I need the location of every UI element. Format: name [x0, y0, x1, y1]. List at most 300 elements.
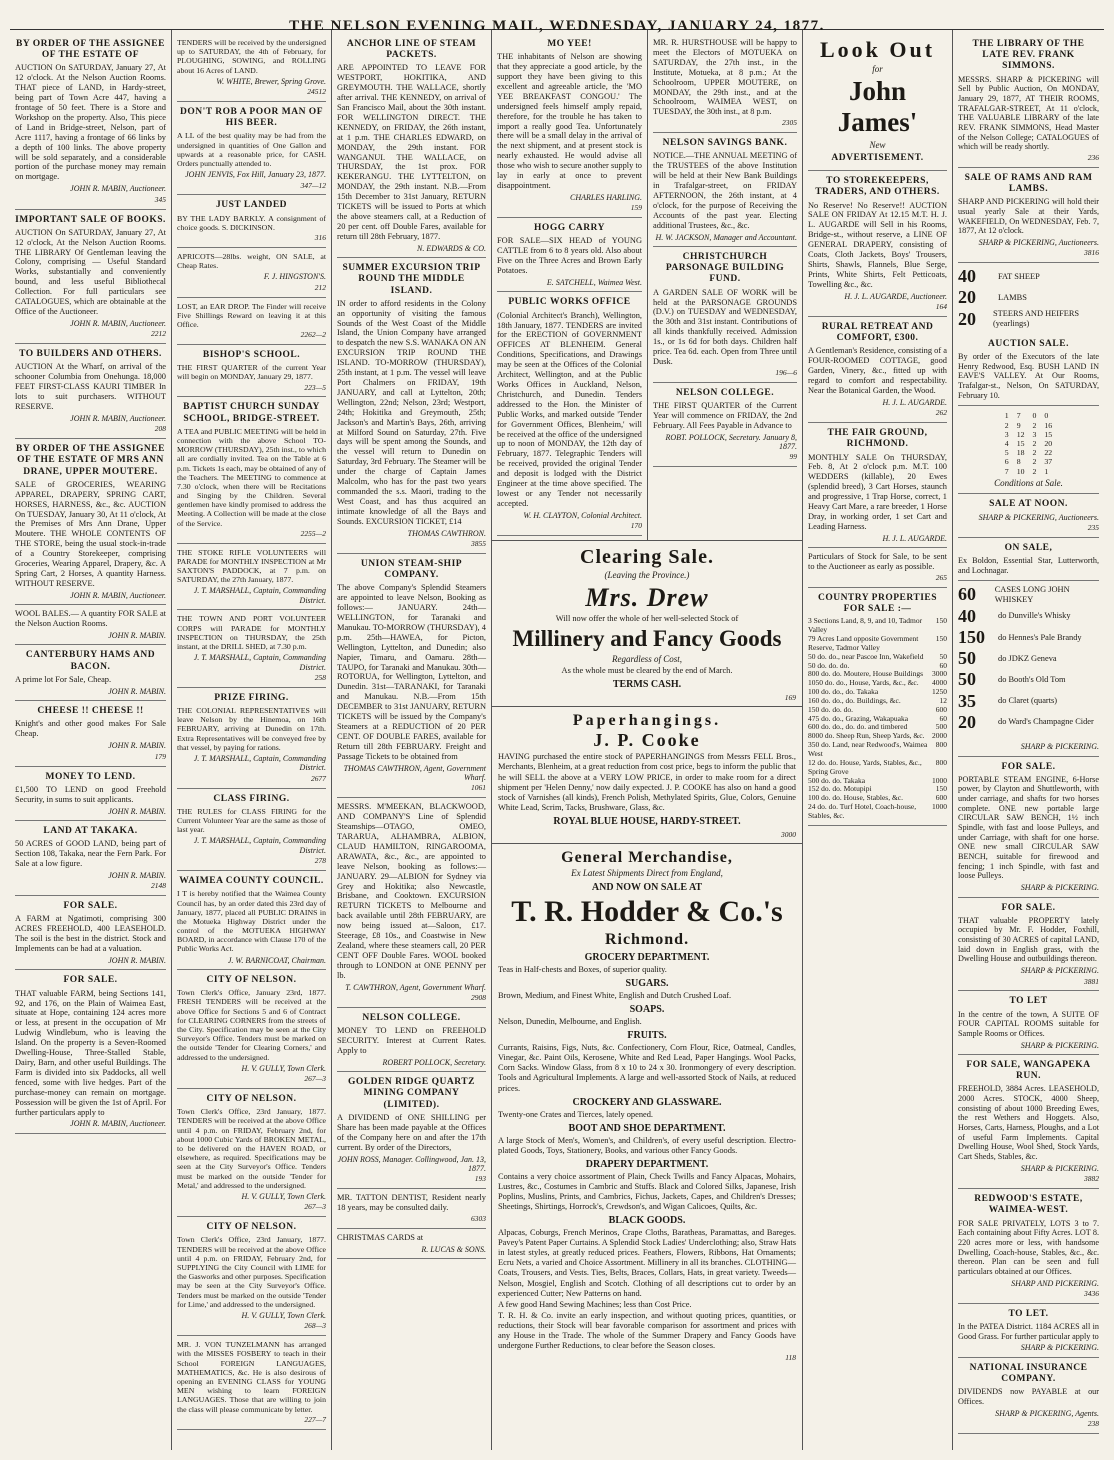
lots-cell: 1 [1044, 466, 1049, 476]
ad-body: MR. J. VON TUNZELMANN has arranged with the MISSES FOSBERY to teach in their School FOREIGN LANGUAGES, MATHEMATICS, &c. He is also desirous of opening an EVENING CLASS for YOUNG MEN wishing to learn FOREIGN LANGUAGES. Those that are willing to join the class will please communicate by letter. [177, 1340, 326, 1414]
advert [958, 898, 1099, 992]
property-price: 50 [939, 651, 947, 661]
ad-heading: NATIONAL INSURANCE COMPANY. [969, 1362, 1088, 1384]
property-price: 800 [935, 757, 947, 767]
advert [337, 798, 486, 1008]
property-desc: 160 do. do., do. Buildings, &c. [808, 695, 901, 705]
ad-heading: THE LIBRARY OF THE LATE REV. FRANK SIMMONS. [972, 39, 1085, 72]
ad-body: FREEHOLD, 3884 Acres. LEASEHOLD, 2000 Acres. STOCK, 4000 Sheep, consisting of about 1000 Breeding Ewes, the rest Wethers and Hoggets. Also, Horses, Carts, Harness, Ploughs, and a Lot of useful Farm Implements. Capital Dwelling House, Wool Shed, Stock Yards, Cart Sheds, Stables, &c. [958, 1084, 1099, 1162]
property-desc: 24 do. do. Turf Hotel, Coach-house, Stables, &c. [808, 802, 917, 820]
ad-signature: JOHN R. MABIN. [108, 806, 166, 816]
clearing-terms: TERMS CASH. [612, 678, 682, 690]
ad-body: SHARP AND PICKERING will hold their usual yearly Sale at their Yards, WAKEFIELD, On WEDNESDAY, Feb. 7, 1877, At 12 o'clock. [958, 197, 1099, 236]
ad-signature: JOHN R. MABIN. [108, 870, 166, 880]
ad-signature: H. J. L. AUGARDE, Auctioneer. [844, 291, 947, 301]
general-section-text: Alpacas, Coburgs, French Merinos, Crape Cloths, Baratheas, Paramattas, and Bareges. Pavey's Patent Paper Curtains. A Splendid Stock Ladies' Underclothing; also, Straw Hats in latest styles, at greatly reduced prices. Feathers, Flowers, Ribbons, Hat Ornaments; Ecru Nets, a varied and Choice Assortment. Millinery in all its branches. CLOTHING—Coats, Trousers, and Vests. Ties, Belts, Braces, Collars, Hats, in great variety. Tweeds—Nelson, Mosgiel, English and Scotch. Clothing of all descriptions cut to order by an experienced Cutter; New Patterns on hand. [498, 1228, 796, 1298]
property-desc: 3 Sections Land, 8, 9, and 10, Tadmor Valley [808, 616, 923, 635]
advert [958, 1304, 1099, 1358]
advert [958, 34, 1099, 168]
ad-body: THE inhabitants of Nelson are showing that they appreciate a good article, by the support they have been giving to this excellent and agreeable article, the 'MO YEE BREAKFAST CONGOU.' The undersigned feels himself amply repaid, therefore, for the trouble he has taken to import a really good Tea. Unfortunately there will be a small delay in the arrival of the next shipment, and at present stock is nearly exhausted. He would advise all those who wish to secure another supply to lay in early at once to prevent disappointment. [497, 52, 642, 190]
advert [337, 554, 486, 798]
ad-number: 3882 [1084, 1174, 1099, 1184]
ad-number: 1061 [471, 783, 486, 793]
ad-heading: THE FAIR GROUND, RICHMOND. [827, 428, 928, 450]
advert [15, 605, 166, 645]
quantity-number: 150 [958, 626, 985, 647]
quantity-item: do JDKZ Geneva [998, 653, 1057, 663]
ad-number: 316 [314, 233, 326, 243]
advert [15, 439, 166, 605]
lots-cell: 12 [1016, 429, 1025, 439]
ad-number: 2677 [311, 773, 326, 783]
lots-table [1001, 411, 1056, 475]
ad-body: By order of the Executors of the late Henry Redwood, Esq. BUSH LAND IN EAVE'S VALLEY. At Our Rooms, Trafalgar-st., Nelson, On SATURDAY, February 10. [958, 352, 1099, 400]
advert [958, 757, 1099, 898]
advert [177, 397, 326, 543]
ad-heading: PRIZE FIRING. [214, 692, 289, 703]
advert [958, 737, 1099, 756]
property-price: 60 [939, 713, 947, 723]
advert [958, 494, 1099, 537]
advert [177, 195, 326, 247]
ad-body: MR. R. HURSTHOUSE will be happy to meet the Electors of MOTUEKA on SATURDAY, the 27th inst., in the Institute, Motueka, at 8 p.m.; At the Schoolroom, UPPER MOUTERE, on MONDAY, the 29th inst., and at the Schoolroom, WAIMEA WEST, on TUESDAY, the 30th inst., at 8 p.m. [653, 38, 797, 117]
advert [958, 1358, 1099, 1434]
ad-heading: SUMMER EXCURSION TRIP ROUND THE MIDDLE ISLAND. [342, 263, 481, 296]
property-price: 600 [935, 704, 947, 714]
ad-heading: TO LET. [1008, 1308, 1049, 1319]
ad-number: 268—3 [304, 1321, 326, 1331]
ad-heading: MONEY TO LEND. [45, 771, 136, 782]
clearing-sub: (Leaving the Province.) [604, 570, 690, 581]
ad-body: THAT valuable FARM, being Sections 141, 92, and 176, on the Plain of Waimea East, situate at Hope, containing 124 acres more or less, at present in the occupation of Mr Ludwig Windlebum, who is leaving the Island. On the property is a Seven-Roomed Dwelling-House, Three-Stalled Stable, Dairy, Barn, and other useful Buildings. The Farm is divided into six Paddocks, all well fenced, some with live hedges. Part of the purchase-money can remain on mortgage. Possession will be given the 1st of April. For further particulars apply to [15, 988, 166, 1117]
general-section-text: Currants, Raisins, Figs, Nuts, &c. Confectionery, Corn Flour, Rice, Oatmeal, Candles, Vinegar, &c. Paint Oils, Kerosene, White and Red Lead, Paper Hangings. Wool Packs, Corn Sacks. Window Glass, from 8 x 10 to 24 x 30. Ironmongery of every description. Tools and Agricultural Implements. A large and well-assorted Stock of Nails, at reduced prices. [498, 1043, 796, 1093]
advert [177, 34, 326, 102]
lots-cell: 7 [1016, 411, 1021, 421]
ad-signature: JOHN R. MABIN. [108, 741, 166, 751]
lots-row [1001, 411, 1056, 420]
general-section-text: Teas in Half-chests and Boxes, of superior quality. [498, 965, 667, 974]
column-3 [332, 30, 492, 1450]
ad-number: 170 [630, 521, 642, 531]
ad-heading: CITY OF NELSON. [206, 1222, 297, 1233]
clearing-sale-ad [492, 541, 802, 707]
ad-signature: SHARP & PICKERING, Auctioneers. [978, 512, 1099, 522]
ad-heading: BISHOP'S SCHOOL. [202, 349, 301, 360]
ad-heading: IMPORTANT SALE OF BOOKS. [15, 214, 166, 225]
general-section-text: Nelson, Dunedin, Melbourne, and English. [498, 1017, 642, 1027]
ad-heading: WAIMEA COUNTY COUNCIL. [179, 876, 324, 887]
ad-body: A TEA and PUBLIC MEETING will be held in connection with the above School TO-MORROW (THURSDAY), 25th inst., to which all are cordially invited. Tea on the Table at 6 p.m. Tickets 1s each, may be obtained of any of the Teachers. The MEETING to commence at 7.30 o'clock, when there will be Recitations and Singing by the Children. Several gentlemen have kindly promised to address the Meeting. A Collection will be made at the close of the Service. [177, 426, 326, 528]
advert [958, 1189, 1099, 1304]
ad-body: FOR SALE PRIVATELY, LOTS 3 to 7. Each containing about Fifty Acres. LOT 8. 220 acres more or less, with handsome Dwelling, Coach-house, Stables, &c., &c. thereon. Plan can be seen and full particulars obtained at our Offices. [958, 1218, 1099, 1276]
lots-cell: 4 [1004, 439, 1009, 449]
ad-signature: J. T. MARSHALL, Captain, Commanding District. [193, 586, 326, 605]
advert [653, 247, 797, 383]
ad-heading: PUBLIC WORKS OFFICE [508, 297, 631, 308]
ad-signature: ROBT. POLLOCK, Secretary. January 8, 1877. [665, 432, 797, 452]
column-2 [172, 30, 332, 1450]
property-price: 1000 [932, 802, 947, 812]
quantity-number: 35 [958, 690, 976, 711]
ad-body: MR. TATTON DENTIST, Resident nearly 18 years, may be consulted daily. [337, 1193, 486, 1213]
clearing-goods: Millinery and Fancy Goods [512, 626, 782, 652]
ad-number: 2212 [151, 329, 166, 339]
ad-heading: FOR SALE. [1001, 902, 1056, 913]
ad-signature: H. V. GULLY, Town Clerk. [241, 1063, 326, 1073]
property-desc: 152 do. do. Motupipi [808, 784, 872, 794]
general-section-text: T. R. H. & Co. invite an early inspection, and without quoting prices, quantities, or reductions, their Stock will bear favorable comparison for assortment and prices with any House in the Trade. The whole of the Summer Drapery and Fancy Goods have undergone Further Reductions, to clear before the Season closes. [498, 1310, 796, 1351]
ad-signature: H. J. L. AUGARDE. [882, 533, 947, 543]
general-num: 118 [785, 1353, 796, 1363]
ad-body: PORTABLE STEAM ENGINE, 6-Horse power, by Clayton and Shuttleworth, with under carriage, and shafts for two horses complete. ONE new portable large CIRCULAR SAW BENCH, 1½ inch Spindle, with fast and loose Pulleys, and under Carriage, with shaft for one horse. ONE new small CIRCULAR SAW BENCH, suitable for firewood and fencing; 1 inch Spindle, with fast and loose Pulleys. [958, 774, 1099, 881]
advert [15, 970, 166, 1133]
advert [653, 34, 797, 133]
ad-body: THE COLONIAL REPRESENTATIVES will leave Nelson by the Hinemoa, on 16th FEBRUARY, arriving at Dunedin on 17th. Extra Representatives will be conveyed free by that vessel, by paying for rations. [177, 705, 326, 752]
ad-number: 212 [314, 282, 326, 292]
advert [653, 383, 797, 468]
ad-signature: H. W. JACKSON, Manager and Accountant. [655, 232, 797, 242]
property-price: 150 [935, 784, 947, 794]
advert [497, 34, 642, 218]
lots-cell: 1 [1004, 411, 1009, 421]
ad-body: MONTHLY SALE On THURSDAY, Feb. 8, At 2 o'clock p.m. M.T. 100 WEDDERS (killable), 20 Ewes (splendid breed), 3 Cart Horses, staunch and progressive, 1 Trap Horse, correct, 1 Heavy Cart Mare, a rare breeder, 1 Horse Dray, in working order, 1 set Cart and Leading Harness. [808, 452, 947, 531]
ad-number: 235 [1087, 523, 1099, 533]
ad-signature: R. LUCAS & SONS. [421, 1244, 486, 1254]
quantity-row [958, 266, 1099, 287]
ad-signature: T. CAWTHRON, Agent, Government Wharf. [345, 982, 486, 992]
ad-number: 227—7 [304, 1414, 326, 1424]
ad-body: A LL of the best quality may be had from the undersigned in quantities of One Gallon and upwards at a reasonable price, for CASH. Orders punctually attended to. [177, 131, 326, 168]
property-row [808, 635, 947, 653]
general-section-text: Twenty-one Crates and Tierces, lately opened. [498, 1109, 654, 1119]
ad-signature: SHARP & PICKERING, Auctioneers. [978, 237, 1099, 247]
property-price: 1250 [932, 687, 947, 697]
lots-cell: 10 [1016, 466, 1025, 476]
advert [337, 1189, 486, 1229]
lots-cell: 0 [1032, 411, 1037, 421]
ad-body: No Reserve! No Reserve!! AUCTION SALE ON FRIDAY At 12.15 M.T. H. J. L. AUGARDE will Sell in his Rooms, Bridge-st., without reserve, a LINE OF GENERAL DRAPERY, consisting of Coats, Cloth Jackets, Boys' Trousers, Shirts, Shawls, Flannels, Blue Serge, Prints, White Shirts, Felt Petticoats, Towelling &c., &c. [808, 200, 947, 289]
ad-body: NOTICE.—THE ANNUAL MEETING of the TRUSTEES of the above Institution will be held at their New Bank Buildings in Trafalgar-street, on FRIDAY AFTERNOON, the 26th instant, at 4 o'clock, for the purpose of Receiving the Accounts of the past year. Electing additional Trustees, &c., &c. [653, 151, 797, 230]
lots-row [1001, 421, 1056, 430]
property-price: 4000 [932, 678, 947, 688]
general-now: AND NOW ON SALE AT [591, 881, 703, 893]
ad-heading: FOR SALE. [1001, 761, 1056, 772]
property-desc: 800 do. do. Moutere, House Buildings [808, 669, 923, 679]
advert [337, 258, 486, 554]
ad-signature: JOHN R. MABIN, Auctioneer. [70, 318, 166, 328]
general-sections [498, 952, 796, 1351]
quantity-row [958, 648, 1099, 669]
ad-body: TENDERS will be received by the undersigned up to SATURDAY, the 4th of February, for PLOUGHING, SOWING, and ROLLING about 16 Acres of LAND. [177, 38, 326, 75]
lots-cell: 8 [1016, 457, 1021, 467]
ad-signature: W. WHITE, Brewer, Spring Grove. [216, 76, 326, 86]
property-row [808, 741, 947, 759]
quantity-row [958, 309, 1099, 330]
ad-signature: J. T. MARSHALL, Captain, Commanding District. [193, 653, 326, 672]
ad-body: I T is hereby notified that the Waimea County Council has, by an order dated this 23rd day of January, 1877, placed all PUBLIC DRAINS in the Motueka Highway District under the control of the MOTUEKA HIGHWAY BOARD, in accordance with Clause 170 of the Public Works Act. [177, 889, 326, 954]
ad-number: 267—3 [304, 1074, 326, 1084]
advert [337, 1008, 486, 1072]
ad-heading: GOLDEN RIDGE QUARTZ MINING COMPANY (LIMITED). [348, 1077, 475, 1110]
ad-body: A DIVIDEND of ONE SHILLING per Share has been made payable at the Offices of the Company here on and after the 17th current. By order of the Directors, [337, 1112, 486, 1152]
ad-body: AUCTION On SATURDAY, January 27, At 12 o'clock. At the Nelson Auction Rooms. THAT piece of LAND, in Hardy-street, being part of Town Acre 447, having a frontage of 50 feet. There is a Store and Workshop on the property. Also, This piece of Land in Bridge-street, Nelson, part of Acre 1117, having a frontage of 66 links by a depth of 100 links. The above property will be sold separately, and a considerable portion of the purchase money may remain on mortgage. [15, 63, 166, 182]
ad-body: A FARM at Ngatimoti, comprising 300 ACRES FREEHOLD, 400 LEASEHOLD. The soil is the best in the district. Stock and Implements can be had at a valuation. [15, 914, 166, 954]
ad-number: 347—12 [300, 180, 326, 190]
advert [653, 133, 797, 247]
ad-signature: H. V. GULLY, Town Clerk. [241, 1310, 326, 1320]
lots-cell: 15 [1044, 429, 1053, 439]
wide-column [492, 30, 803, 1450]
lots-cell: 2 [1032, 457, 1037, 467]
lots-cell: 3 [1032, 429, 1037, 439]
ad-heading: BY ORDER OF THE ASSIGNEE OF THE ESTATE OF [16, 39, 165, 61]
property-price: 60 [939, 660, 947, 670]
ad-signature: JOHN R. MABIN. [108, 686, 166, 696]
quantity-row [958, 584, 1099, 605]
advert [15, 701, 166, 766]
clearing-line: Will now offer the whole of her well-selected Stock of [555, 614, 739, 624]
advert [15, 645, 166, 701]
property-price: 600 [935, 793, 947, 803]
ad-number: 3855 [471, 539, 486, 549]
ad-signature: SHARP & PICKERING. [1020, 883, 1099, 893]
general-name: T. R. Hodder & Co.'s [511, 894, 783, 928]
advert [177, 102, 326, 195]
lots-cell: 2 [1032, 420, 1037, 430]
ad-signature: H. J. L. AUGARDE. [882, 397, 947, 407]
ad-heading: CITY OF NELSON. [206, 1094, 297, 1105]
ad-number: 258 [314, 672, 326, 682]
lots-cell: 5 [1004, 448, 1009, 458]
quantity-row [958, 691, 1099, 712]
advert [808, 317, 947, 423]
advert [337, 1229, 486, 1259]
ad-body: ARE APPOINTED TO LEAVE FOR WESTPORT, HOKITIKA, AND GREYMOUTH. THE WALLACE, shortly after arrival. THE KENNEDY, on arrival of San Francisco Mail, about the 30th instant. FOR WELLINGTON DIRECT. THE KENNEDY, on FRIDAY, the 26th instant, at 1 p.m. THE CHARLES EDWARD, on MONDAY, the 29th instant. FOR WANGANUI. THE WALLACE, on THURSDAY, the 1st prox. FOR KEKERANGU. THE LYTTELTON, on MONDAY, the 29th instant. N.B.—From 15th December to 31st January, RETURN TICKETS will be issued to Ports at which the above steamers call, at a Reduction of 20 per cent. off Double Fares, available for return till 28th February, 1877. [337, 63, 486, 241]
property-desc: 1050 do. do., House, Yards, &c., &c. [808, 678, 919, 688]
ad-body: Town Clerk's Office, 23rd January, 1877. TENDERS will be received at the above Office until 4 p.m. on FRIDAY, February 2nd, for SUPPLYING the City Council with LIME for the Gasworks and other purposes. Specification may be seen at the City Surveyor's Office. Tenders must be marked on the outside 'Tender for Lime,' and addressed to the undersigned. [177, 1235, 326, 1309]
property-row [808, 759, 947, 777]
ad-number: 265 [935, 573, 947, 583]
property-desc: 475 do. do., Grazing, Wakapuaka [808, 713, 909, 723]
ad-heading: TO STOREKEEPERS, TRADERS, AND OTHERS. [815, 176, 940, 198]
ad-number: 223—5 [304, 382, 326, 392]
advert [808, 548, 947, 588]
paper-title: Paperhangings. [572, 711, 722, 729]
property-desc: 100 do. do. House, Stables, &c. [808, 793, 903, 803]
general-sub: Ex Latest Shipments Direct from England, [571, 868, 723, 879]
ad-signature: SHARP & PICKERING, Agents. [995, 1408, 1099, 1418]
ad-body: AUCTION On SATURDAY, January 27, At 12 o'clock, At the Nelson Auction Rooms. THE LIBRARY Of Gentleman leaving the Colony, comprising — Useful Standard Works, substantially and conveniently bound, and less useful Bibliothecal Collection. For full particulars see CATALOGUES, which are obtainable at the Office of the Auctioneer. [15, 227, 166, 317]
advert [808, 171, 947, 317]
ad-number: 2255—2 [300, 528, 326, 538]
paper-body: HAVING purchased the entire stock of PAPERHANGINGS from Messrs FELL Bros., Merchants, Blenheim, at a great reduction from cost price, begs to inform the public that he will SELL the above at a VERY LOW PRICE, in order to make room for a direct shipment per 'Helen Denny,' now daily expected. J. P. COOKE has also on hand a good stock of Varnishes (all kinds), French Polish, Methylated Spirits, Glue, Colors, Genuine White Lead, Scrim, Tacks, Brushware, Glass, &c. [498, 752, 796, 812]
advert [808, 34, 947, 171]
advert [497, 292, 642, 536]
ad-signature: H. V. GULLY, Town Clerk. [241, 1191, 326, 1201]
quantity-number: 40 [958, 266, 976, 287]
property-desc: 79 Acres Land opposite Government Reserve, Tadmor Valley [808, 634, 919, 652]
quantity-number: 60 [958, 584, 976, 605]
general-section-text: A few good Hand Sewing Machines; less than Cost Price. [498, 1299, 692, 1309]
ad-heading: RURAL RETREAT AND COMFORT, £300. [821, 321, 934, 344]
ad-signature: SHARP & PICKERING. [1020, 1163, 1099, 1173]
ad-number: 3436 [1084, 1288, 1099, 1298]
advert [177, 298, 326, 345]
columns [10, 30, 1104, 1450]
property-desc: 50 do. do., near Pascoe Inn, Wakefield [808, 651, 924, 661]
property-price: 500 [935, 722, 947, 732]
clearing-time: As the whole must be cleared by the end of March. [561, 665, 733, 675]
lots-row [1001, 430, 1056, 439]
ad-signature: W. H. CLAYTON, Colonial Architect. [523, 510, 642, 520]
lots-cell: 6 [1004, 457, 1009, 467]
advert [177, 871, 326, 970]
property-desc: 12 do. do. House, Yards, Stables, &c., Spring Grove [808, 757, 922, 776]
lots-cell: 0 [1044, 411, 1049, 421]
ad-body: THE FIRST QUARTER of the Current Year will commence on FRIDAY, the 2nd February. All Fees Payable in Advance to [653, 400, 797, 430]
paper-house: ROYAL BLUE HOUSE, HARDY-STREET. [553, 815, 741, 827]
advert [337, 1072, 486, 1189]
advert [177, 1336, 326, 1429]
ad-body: IN order to afford residents in the Colony an opportunity of visiting the famous Sounds of the West Coast of the Middle Island, the Union Company have arranged to despatch the new S.S. WANAKA ON AN EXCURSION TRIP ROUND THE ISLAND. TO-MORROW (THURSDAY), 25th instant, at 1 p.m. The vessel will leave Port Chalmers on FRIDAY, 19th JANUARY, and call at Lyttelton, 20th; Wellington, 22nd; Nelson, 23rd; Westport, 24th; Hokitika and Greymouth, 25th; Jackson's and Martin's Bays, 26th, arriving at Milford Sound on Saturday, 27th. Five days will be spent among the Sounds, and the vessel will return to Dunedin on Saturday, 3rd February. The Steamer will be under the charge of Captain James Malcolm, who has for the past two years commanded the s.s. Maori, trading to the West Coast, and has thus acquired an intimate knowledge of all the Bays and Sounds. EXCURSION TICKET, £14 [337, 298, 486, 526]
ad-number: 164 [935, 302, 947, 312]
ad-number: 278 [314, 856, 326, 866]
property-price: 12 [939, 695, 947, 705]
quantity-number: 20 [958, 287, 976, 308]
ad-body: A prime lot For Sale, Cheap. [15, 674, 112, 684]
ad-heading: TO LET [1009, 996, 1048, 1007]
general-section-text: A large Stock of Men's, Women's, and Children's, of every useful description. Electro-plated Goods, Toys, Stationery, Books, and various other Fancy Goods. [498, 1135, 796, 1155]
advert [177, 970, 326, 1089]
column-1 [10, 30, 172, 1450]
ad-heading: REDWOOD'S ESTATE, WAIMEA-WEST. [974, 1194, 1083, 1216]
paper-num: 3000 [781, 829, 796, 839]
lots-cell: 7 [1004, 466, 1009, 476]
general-section-heading: GROCERY DEPARTMENT. [584, 952, 710, 963]
quantity-item: do Dunville's Whisky [998, 611, 1071, 621]
ad-body: THE STOKE RIFLE VOLUNTEERS will PARADE for MONTHLY INSPECTION at Mr SAXTON'S PADDOCK, at 7 p.m. on SATURDAY, the 27th January, 1877. [177, 547, 326, 585]
ad-heading: ON SALE, [1004, 542, 1053, 553]
ad-number: 6303 [471, 1214, 486, 1224]
ad-signature: SHARP & PICKERING. [1020, 742, 1099, 752]
quantity-row [958, 627, 1099, 648]
general-section-text: Contains a very choice assortment of Plain, Check Twills and Fancy Alpacas, Mohairs, Lustres, &c., Costumes in Cambric and Stuffs. Black and Colored Silks, Japanese, Irish Poplins, Muslins, Prints, and Cambrics, Fichus, Jackets, Capes, and Children's Dresses; Sheetings, Shirtings, Horrock's, Crewdson's, and Wigan Calicoes, Quilts, &c. [498, 1171, 796, 1212]
clearing-num: 169 [784, 692, 796, 702]
ad-body: LOST, an EAR DROP. The Finder will receive Five Shillings Reward on leaving it at this Office. [177, 301, 326, 329]
ad-body: WOOL BALES.— A quantity FOR SALE at the Nelson Auction Rooms. [15, 609, 166, 629]
ad-signature: JOHN R. MABIN, Auctioneer. [70, 413, 166, 423]
ad-body: Town Clerk's Office, 23rd January, 1877. TENDERS will be received at the above Office until 4 p.m. on FRIDAY, February 2nd, for about 1000 Cubic Yards of BROKEN METAL, to be delivered on the HAVEN ROAD, or elsewhere, as required. Specifications may be seen at the City Surveyor's Office. Tenders must be marked on the outside 'Tender for Metal,' and addressed to the undersigned. [177, 1107, 326, 1190]
property-desc: 350 do. Land, near Redwood's, Waimea West [808, 740, 928, 758]
ad-number: 196—6 [775, 367, 797, 377]
clearing-title: Clearing Sale. [580, 546, 714, 569]
lots-conditions: Conditions at Sale. [994, 477, 1063, 488]
ad-number: 208 [154, 424, 166, 434]
advert [15, 34, 166, 210]
lots-cell: 15 [1016, 439, 1025, 449]
property-row [808, 803, 947, 821]
advert [958, 263, 1099, 334]
general-place: Richmond. [604, 930, 690, 948]
quantity-number: 50 [958, 648, 976, 669]
ad-number: 3881 [1084, 976, 1099, 986]
quantity-item: do Booth's Old Tom [998, 675, 1066, 685]
ad-number: 238 [1087, 1418, 1099, 1428]
property-desc: 600 do. do., do. do. and timbered [808, 722, 908, 732]
ad-body: FOR SALE—SIX HEAD of YOUNG CATTLE from 6 to 8 years old. Also about Five on the Three Acres and Brown Early Potatoes. [497, 236, 642, 276]
general-section-heading: BLACK GOODS. [608, 1215, 686, 1227]
ad-body: A Gentleman's Residence, consisting of a FOUR-ROOMED COTTAGE, good Garden, Vinery, &c., fitted up with regard to comfort and respectability. Near the Botanical Garden, the Wood. [808, 346, 947, 395]
ad-heading: TO BUILDERS AND OTHERS. [19, 349, 162, 360]
ad-body: Town Clerk's Office, January 23rd, 1877. FRESH TENDERS will be received at the above Office for Sections 5 and 6 of Contract for CLEARING CORNERS from the streets of the City. Specification may be seen at the City Surveyor's Office. Tenders must be marked on the outside 'Tender for Clearing Corners,' and addressed to the undersigned. [177, 988, 326, 1062]
ad-number: 99 [789, 452, 797, 462]
advert [177, 610, 326, 687]
advert [958, 334, 1099, 407]
advert [177, 789, 326, 871]
lots-cell: 37 [1044, 457, 1053, 467]
quantity-number: 40 [958, 605, 976, 626]
ad-heading: NELSON SAVINGS BANK. [662, 138, 788, 149]
ad-signature: SHARP & PICKERING. [1020, 1343, 1099, 1353]
advert [15, 896, 166, 970]
ad-signature: F. J. HINGSTON'S. [263, 272, 326, 282]
ad-number: 2148 [151, 881, 166, 891]
ad-signature: N. EDWARDS & CO. [417, 243, 486, 253]
john-james-name: John James' [837, 75, 918, 138]
ad-heading: FOR SALE, WANGAPEKA RUN. [966, 1060, 1091, 1082]
ad-signature: JOHN R. MABIN. [108, 956, 166, 966]
ad-number: 193 [474, 1174, 486, 1184]
property-desc: 100 do. do., do. Takaka [808, 687, 879, 697]
ad-body: (Colonial Architect's Branch), Wellington, 18th January, 1877. TENDERS are invited for the ERECTION of GOVERNMENT OFFICES AT BLENHEIM. General Conditions, Specifications, and Drawings may be seen at the Offices of the Colonial Architect, Wellington, and at the Public Works Offices in Auckland, Nelson, Christchurch, and Dunedin. Tenders addressed to the Hon. the Minister of Public Works, and marked outside 'Tender for Government Offices, Blenheim,' will be received at the office of the undersigned up to noon of MONDAY, the 12th day of February, 1877. Telegraphic Tenders will be received, provided the original Tender and deposit is lodged with the District Engineer at the time above specified. The lowest or any Tender not necessarily accepted. [497, 310, 642, 508]
ad-body: 50 ACRES of GOOD LAND, being part of Section 108, Takaka, near the Fern Park. For Sale at a low figure. [15, 839, 166, 868]
advert [177, 688, 326, 789]
ad-signature: CHARLES HARLING. [570, 192, 642, 202]
column-4b [647, 30, 802, 540]
quantity-item: do Hennes's Pale Brandy [998, 632, 1082, 642]
ad-body: SALE of GROCERIES, WEARING APPAREL, DRAPERY, SPRING CART, HORSES, HARNESS, &c., &c. AUCTION On TUESDAY, January 30, At 11 o'clock, At the Premises of Mrs Ann Drane, Upper Moutere. THE WHOLE CONTENTS OF THE STORE, being the usual stock-in-trade of a Country Storekeeper, comprising Groceries, Wearing Apparel, Drapery, &c. A Spring Cart, 2 Horses, A quantity Harness. WITHOUT RESERVE. [15, 479, 166, 588]
ad-number: 267—3 [304, 1202, 326, 1212]
ad-heading: MO YEE! [547, 39, 592, 49]
ad-signature: JOHN R. MABIN, Auctioneer. [70, 1119, 166, 1129]
advert [15, 210, 166, 345]
lots-cell: 16 [1044, 420, 1053, 430]
advert [177, 248, 326, 298]
column-4a [492, 30, 647, 540]
general-merchandise-ad [492, 844, 802, 1366]
ad-heading: DON'T ROB A POOR MAN OF HIS BEER. [179, 107, 323, 129]
ad-number: 236 [1087, 152, 1099, 162]
general-section-heading: SUGARS. [625, 978, 669, 990]
advert [177, 345, 326, 397]
ad-signature: JOHN JENVIS, Fox Hill, January 23, 1877. [185, 170, 326, 180]
ad-body: AUCTION At the Wharf, on arrival of the schooner Columbia from Onehunga. 18,000 FEET FIRST-CLASS KAURI TIMBER In lots to suit purchasers. WITHOUT RESERVE. [15, 362, 166, 412]
ad-heading: NELSON COLLEGE. [675, 387, 775, 398]
ad-signature: ROBERT POLLOCK, Secretary. [382, 1057, 486, 1067]
ad-heading: HOGG CARRY [534, 223, 605, 234]
general-section-heading: SOAPS. [629, 1004, 665, 1016]
ad-body: Particulars of Stock for Sale, to be sent to the Auctioneer as early as possible. [808, 552, 947, 572]
ad-heading: SALE AT NOON. [989, 499, 1068, 510]
ad-heading: JUST LANDED [215, 200, 288, 211]
advert [958, 168, 1099, 263]
general-section-text: Brown, Medium, and Finest White, English and Dutch Crushed Loaf. [498, 991, 732, 1001]
property-price: 3000 [932, 669, 947, 679]
ad-heading: BY ORDER OF THE ASSIGNEE OF THE ESTATE OF MRS ANN DRANE, UPPER MOUTERE. [16, 444, 165, 477]
ad-number: 2262—2 [300, 330, 326, 340]
general-section-heading: FRUITS. [627, 1030, 667, 1042]
lots-cell: 18 [1016, 448, 1025, 458]
